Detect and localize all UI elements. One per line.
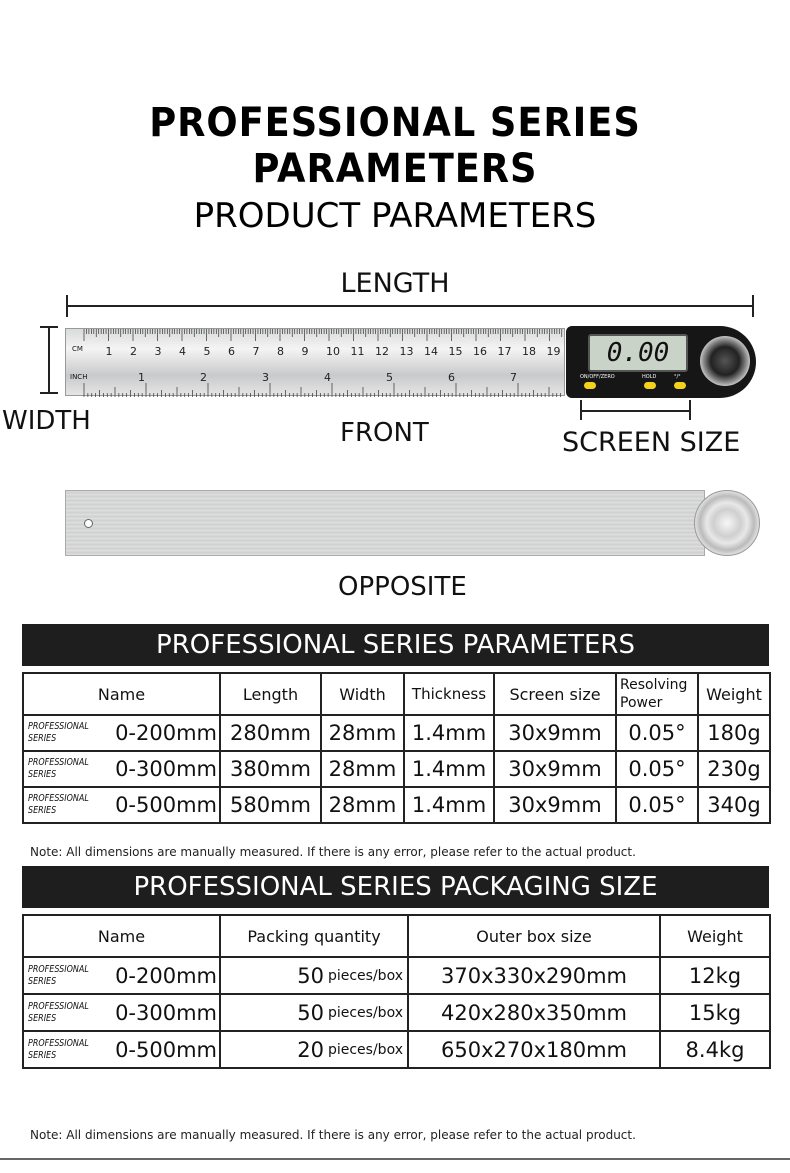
packaging-table (22, 914, 771, 1069)
product-parameters-title: PRODUCT PARAMETERS (193, 196, 597, 236)
ruler-front (65, 328, 565, 396)
cell-thickness: 1.4mm (404, 751, 494, 787)
bottom-divider (0, 1158, 790, 1160)
screen-size-dimension-line (580, 410, 690, 412)
header-screen-size: Screen size (494, 673, 616, 715)
cell-weight: 12kg (660, 957, 770, 994)
cell-weight: 230g (698, 751, 770, 787)
parameters-note: Note: All dimensions are manually measured. If there is any error, please refer to the actual product. (30, 845, 636, 859)
parameters-heading: PROFESSIONAL SERIES PARAMETERS (22, 624, 769, 666)
table-row (23, 1031, 770, 1068)
width-dimension-line (48, 326, 50, 394)
screen-size-tick-right (689, 400, 691, 420)
length-tick-right (752, 295, 754, 317)
parameters-table (22, 672, 771, 824)
length-tick-left (66, 295, 68, 317)
back-pivot-icon (694, 490, 760, 556)
header-packing-quantity: Packing quantity (220, 915, 408, 957)
cell-box: 370x330x290mm (408, 957, 660, 994)
cell-box: 650x270x180mm (408, 1031, 660, 1068)
screen-size-tick-left (580, 400, 582, 420)
header-name: Name (23, 915, 220, 957)
table-header-row (23, 673, 770, 715)
cell-resolving: 0.05° (616, 787, 698, 823)
cell-weight: 15kg (660, 994, 770, 1031)
row-prefix: PROFESSIONAL SERIES (28, 1000, 89, 1024)
ruler-cm-number: 6 (228, 345, 235, 358)
row-prefix: PROFESSIONAL SERIES (28, 721, 89, 744)
page-title: PROFESSIONAL SERIES PARAMETERS (149, 100, 641, 192)
cell-thickness: 1.4mm (404, 715, 494, 751)
cell-width: 28mm (321, 751, 404, 787)
digital-head (566, 326, 756, 398)
cell-weight: 340g (698, 787, 770, 823)
header-outer-box-size: Outer box size (408, 915, 660, 957)
button-label-unit: °/° (674, 374, 681, 380)
lcd-value: 0.00 (606, 338, 670, 368)
ruler-inch-number: 1 (138, 371, 145, 384)
row-prefix: PROFESSIONAL SERIES (28, 963, 89, 987)
ruler-cm-number: 9 (301, 345, 309, 358)
header-name: Name (23, 673, 220, 715)
button-label-hold: HOLD (642, 374, 657, 380)
ruler-inch-number: 6 (448, 371, 455, 384)
ruler-inch-number: 4 (324, 371, 331, 384)
cell-width: 28mm (321, 787, 404, 823)
row-model: 0-300mm (115, 1000, 217, 1025)
header-thickness: Thickness (404, 673, 494, 715)
row-prefix: PROFESSIONAL SERIES (28, 793, 89, 816)
cell-qty: 20 (297, 1037, 324, 1062)
unit-button[interactable] (674, 382, 686, 389)
row-model: 0-500mm (115, 793, 217, 817)
ruler-cm-number: 2 (130, 345, 137, 358)
ruler-cm-number: 10 (326, 345, 340, 358)
table-row (23, 787, 770, 823)
cell-thickness: 1.4mm (404, 787, 494, 823)
cell-weight: 8.4kg (660, 1031, 770, 1068)
hold-button[interactable] (644, 382, 656, 389)
button-label-power: ON/OFF/ZERO (580, 374, 615, 380)
table-row (23, 994, 770, 1031)
ruler-inch-label: INCH (70, 373, 88, 381)
ruler-cm-number: 1 (105, 345, 113, 358)
packaging-note: Note: All dimensions are manually measured. If there is any error, please refer to the actual product. (30, 1128, 636, 1142)
table-row (23, 715, 770, 751)
length-dimension-line (66, 305, 754, 307)
row-model: 0-200mm (115, 963, 217, 988)
ruler-cm-number: 19 (546, 345, 561, 358)
ruler-back (65, 490, 705, 556)
ruler-inch-number: 5 (386, 371, 393, 384)
cell-qty: 50 (297, 1000, 324, 1025)
ruler-cm-number: 11 (350, 345, 365, 358)
cell-qty: 50 (297, 963, 324, 988)
table-header-row (23, 915, 770, 957)
width-tick-top (40, 326, 58, 328)
header-resolving-power: Resolving Power (616, 673, 698, 715)
cell-length: 280mm (220, 715, 321, 751)
cell-weight: 180g (698, 715, 770, 751)
ruler-cm-number: 8 (277, 345, 284, 358)
row-model: 0-300mm (115, 757, 217, 781)
hanging-hole-icon (84, 519, 93, 528)
row-prefix: PROFESSIONAL SERIES (28, 757, 89, 780)
opposite-label: OPPOSITE (338, 572, 467, 602)
pivot-knob-icon (700, 336, 750, 386)
cell-length: 380mm (220, 751, 321, 787)
ruler-inch-number: 2 (200, 371, 207, 384)
cell-screen: 30x9mm (494, 751, 616, 787)
ruler-cm-label: CM (72, 345, 83, 353)
ruler-cm-number: 15 (448, 345, 463, 358)
packaging-heading: PROFESSIONAL SERIES PACKAGING SIZE (22, 866, 769, 908)
screen-size-label: SCREEN SIZE (562, 427, 741, 458)
cell-screen: 30x9mm (494, 715, 616, 751)
ruler-cm-number: 4 (179, 345, 186, 358)
ruler-inch-number: 3 (262, 371, 269, 384)
ruler-cm-number: 7 (252, 345, 260, 358)
power-button[interactable] (584, 382, 596, 389)
cell-qty-unit: pieces/box (327, 1041, 403, 1058)
ruler-cm-number: 13 (399, 345, 414, 358)
front-label: FRONT (340, 418, 429, 448)
ruler-cm-number: 5 (203, 345, 211, 358)
width-tick-bottom (40, 392, 58, 394)
length-label: LENGTH (340, 268, 450, 299)
header-length: Length (220, 673, 321, 715)
row-prefix: PROFESSIONAL SERIES (28, 1037, 89, 1061)
ruler-inch-number: 7 (510, 371, 517, 384)
ruler-cm-number: 3 (154, 345, 162, 358)
table-row (23, 751, 770, 787)
cell-width: 28mm (321, 715, 404, 751)
row-model: 0-500mm (115, 1037, 217, 1062)
header-weight: Weight (698, 673, 770, 715)
cell-resolving: 0.05° (616, 715, 698, 751)
header-weight: Weight (660, 915, 770, 957)
ruler-cm-number: 18 (522, 345, 536, 358)
header-width: Width (321, 673, 404, 715)
row-model: 0-200mm (115, 721, 217, 745)
cell-qty-unit: pieces/box (327, 967, 403, 984)
ruler-cm-number: 14 (424, 345, 438, 358)
width-label: WIDTH (2, 406, 91, 436)
ruler-scale (66, 329, 566, 397)
ruler-cm-number: 16 (473, 345, 487, 358)
ruler-cm-number: 12 (375, 345, 389, 358)
cell-length: 580mm (220, 787, 321, 823)
cell-qty-unit: pieces/box (327, 1004, 403, 1021)
cell-screen: 30x9mm (494, 787, 616, 823)
cell-box: 420x280x350mm (408, 994, 660, 1031)
table-row (23, 957, 770, 994)
lcd-screen (588, 334, 688, 372)
ruler-cm-number: 17 (497, 345, 512, 358)
cell-resolving: 0.05° (616, 751, 698, 787)
